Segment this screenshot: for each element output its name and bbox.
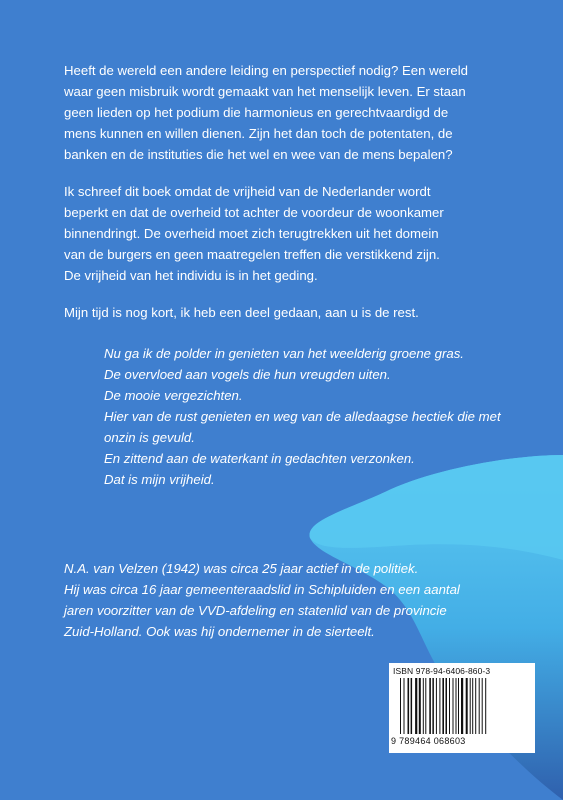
poem-line: Dat is mijn vrijheid.: [104, 472, 215, 487]
bio-line: Hij was circa 16 jaar gemeenteraadslid in Schipluiden en een aantal: [64, 582, 460, 597]
barcode-bar: [432, 678, 434, 734]
reason-line: Ik schreef dit boek omdat de vrijheid van de Nederlander wordt: [64, 184, 431, 199]
barcode-bar: [446, 678, 448, 734]
bio-line: Zuid-Holland. Ook was hij ondernemer in de sierteelt.: [64, 624, 375, 639]
author-bio: [64, 558, 524, 642]
poem: [104, 343, 524, 490]
reason-line: beperkt en dat de overheid tot achter de voordeur de woonkamer: [64, 205, 444, 220]
barcode-bar: [411, 678, 413, 734]
reason-line: De vrijheid van het individu is in het geding.: [64, 268, 318, 283]
poem-line: Hier van de rust genieten en weg van de alledaagse hectiek die met onzin is gevuld.: [104, 409, 501, 445]
barcode-bar: [470, 678, 471, 734]
reason-line: binnendringt. De overheid moet zich terugtrekken uit het domein: [64, 226, 439, 241]
closing-line: Mijn tijd is nog kort, ik heb een deel gedaan, aan u is de rest.: [64, 305, 419, 320]
barcode-bar: [472, 678, 473, 734]
closing-paragraph: [64, 302, 504, 323]
bio-line: jaren voorzitter van de VVD-afdeling en statenlid van de provincie: [64, 603, 447, 618]
barcode-bar: [408, 678, 410, 734]
intro-line: Heeft de wereld een andere leiding en perspectief nodig? Een wereld: [64, 63, 468, 78]
intro-line: mens kunnen en willen dienen. Zijn het dan toch de potentaten, de: [64, 126, 453, 141]
poem-line: De mooie vergezichten.: [104, 388, 243, 403]
reason-line: van de burgers en geen maatregelen treffen die verstikkend zijn.: [64, 247, 440, 262]
barcode-bar: [415, 678, 417, 734]
barcode-bar: [475, 678, 476, 734]
barcode-bar: [453, 678, 454, 734]
barcode-bar: [456, 678, 457, 734]
intro-line: waar geen misbruik wordt gemaakt van het menselijk leven. Er staan: [64, 84, 466, 99]
barcode-bar: [466, 678, 468, 734]
bio-line: N.A. van Velzen (1942) was circa 25 jaar actief in de politiek.: [64, 561, 419, 576]
intro-paragraph: [64, 60, 504, 165]
barcode-bars: [398, 678, 526, 736]
poem-line: En zittend aan de waterkant in gedachten verzonken.: [104, 451, 415, 466]
poem-line: De overvloed aan vogels die hun vreugden uiten.: [104, 367, 391, 382]
barcode-bar: [485, 678, 486, 734]
barcode-bar: [449, 678, 450, 734]
barcode-bar: [436, 678, 437, 734]
barcode-bar: [423, 678, 424, 734]
barcode-bar: [439, 678, 440, 734]
barcode-bar: [461, 678, 463, 734]
barcode-bar: [479, 678, 480, 734]
isbn-digits: 9 789464 068603: [391, 736, 466, 746]
barcode-bar: [425, 678, 426, 734]
barcode-bar: [458, 678, 459, 734]
poem-line: Nu ga ik de polder in genieten van het weelderig groene gras.: [104, 346, 464, 361]
barcode-bar: [419, 678, 421, 734]
barcode-bar: [442, 678, 444, 734]
barcode-bar: [482, 678, 483, 734]
barcode-bar: [400, 678, 401, 734]
barcode-bar: [404, 678, 405, 734]
barcode-bar: [429, 678, 431, 734]
isbn-label: ISBN 978-94-6406-860-3: [393, 666, 491, 676]
intro-line: banken en de instituties die het wel en wee van de mens bepalen?: [64, 147, 453, 162]
reason-paragraph: [64, 181, 504, 286]
intro-line: geen lieden op het podium die harmonieus en gerechtvaardigd de: [64, 105, 449, 120]
isbn-barcode: [389, 663, 535, 753]
